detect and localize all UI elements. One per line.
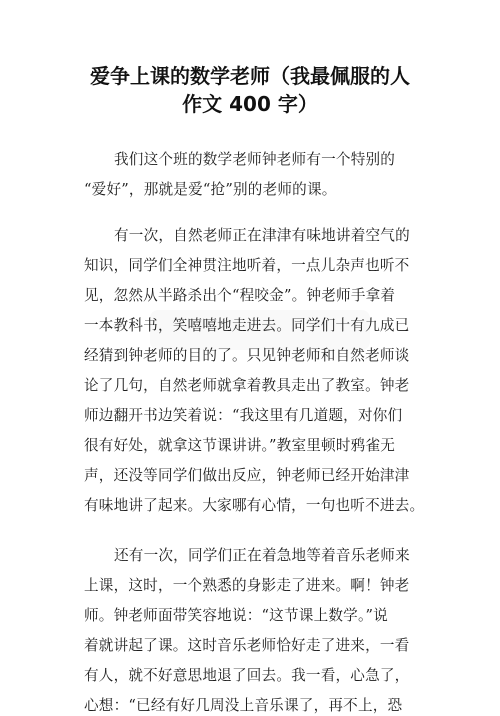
body-line: 有人，就不好意思地退了回去。我一看，心急了， [84,667,410,684]
body-line: 还有一次，同学们正在着急地等着音乐老师来 [114,547,410,564]
body-line: “爱好”，那就是爱“抢”别的老师的课。 [84,181,337,198]
body-line: 一本教科书，笑嘻嘻地走进去。同学们十有九成已 [84,317,410,334]
body-line: 有一次，自然老师正在津津有味地讲着空气的 [114,227,410,244]
body-line: 论了几句，自然老师就拿着教具走出了教室。钟老 [84,377,410,394]
body-line: 很有好处，就拿这节课讲讲。”教室里顿时鸦雀无 [84,437,396,454]
body-line: 师。钟老师面带笑容地说：“这节课上数学。”说 [84,607,388,624]
body-line: 上课，这时，一个熟悉的身影走了进来。啊！钟老 [84,577,410,594]
document-title-line-1: 爱争上课的数学老师（我最佩服的人 [90,64,410,88]
body-line: 我们这个班的数学老师钟老师有一个特别的 [114,151,396,168]
body-line: 见，忽然从半路杀出个“程咬金”。钟老师手拿着 [84,287,396,304]
document-title-line-2: 作文 400 字） [182,92,318,116]
body-line: 着就讲起了课。这时音乐老师恰好走了进来，一看 [84,637,410,654]
body-line: 师边翻开书边笑着说：“我这里有几道题，对你们 [84,407,403,424]
body-line: 声，还没等同学们做出反应，钟老师已经开始津津 [84,467,410,484]
body-line: 心想：“已经有好几周没上音乐课了，再不上，恐 [84,697,403,714]
body-line: 知识，同学们全神贯注地听着，一点儿杂声也听不 [84,257,410,274]
body-line: 经猜到钟老师的目的了。只见钟老师和自然老师谈 [84,347,410,364]
body-line: 有味地讲了起来。大家哪有心情，一句也听不进去。 [84,497,425,514]
